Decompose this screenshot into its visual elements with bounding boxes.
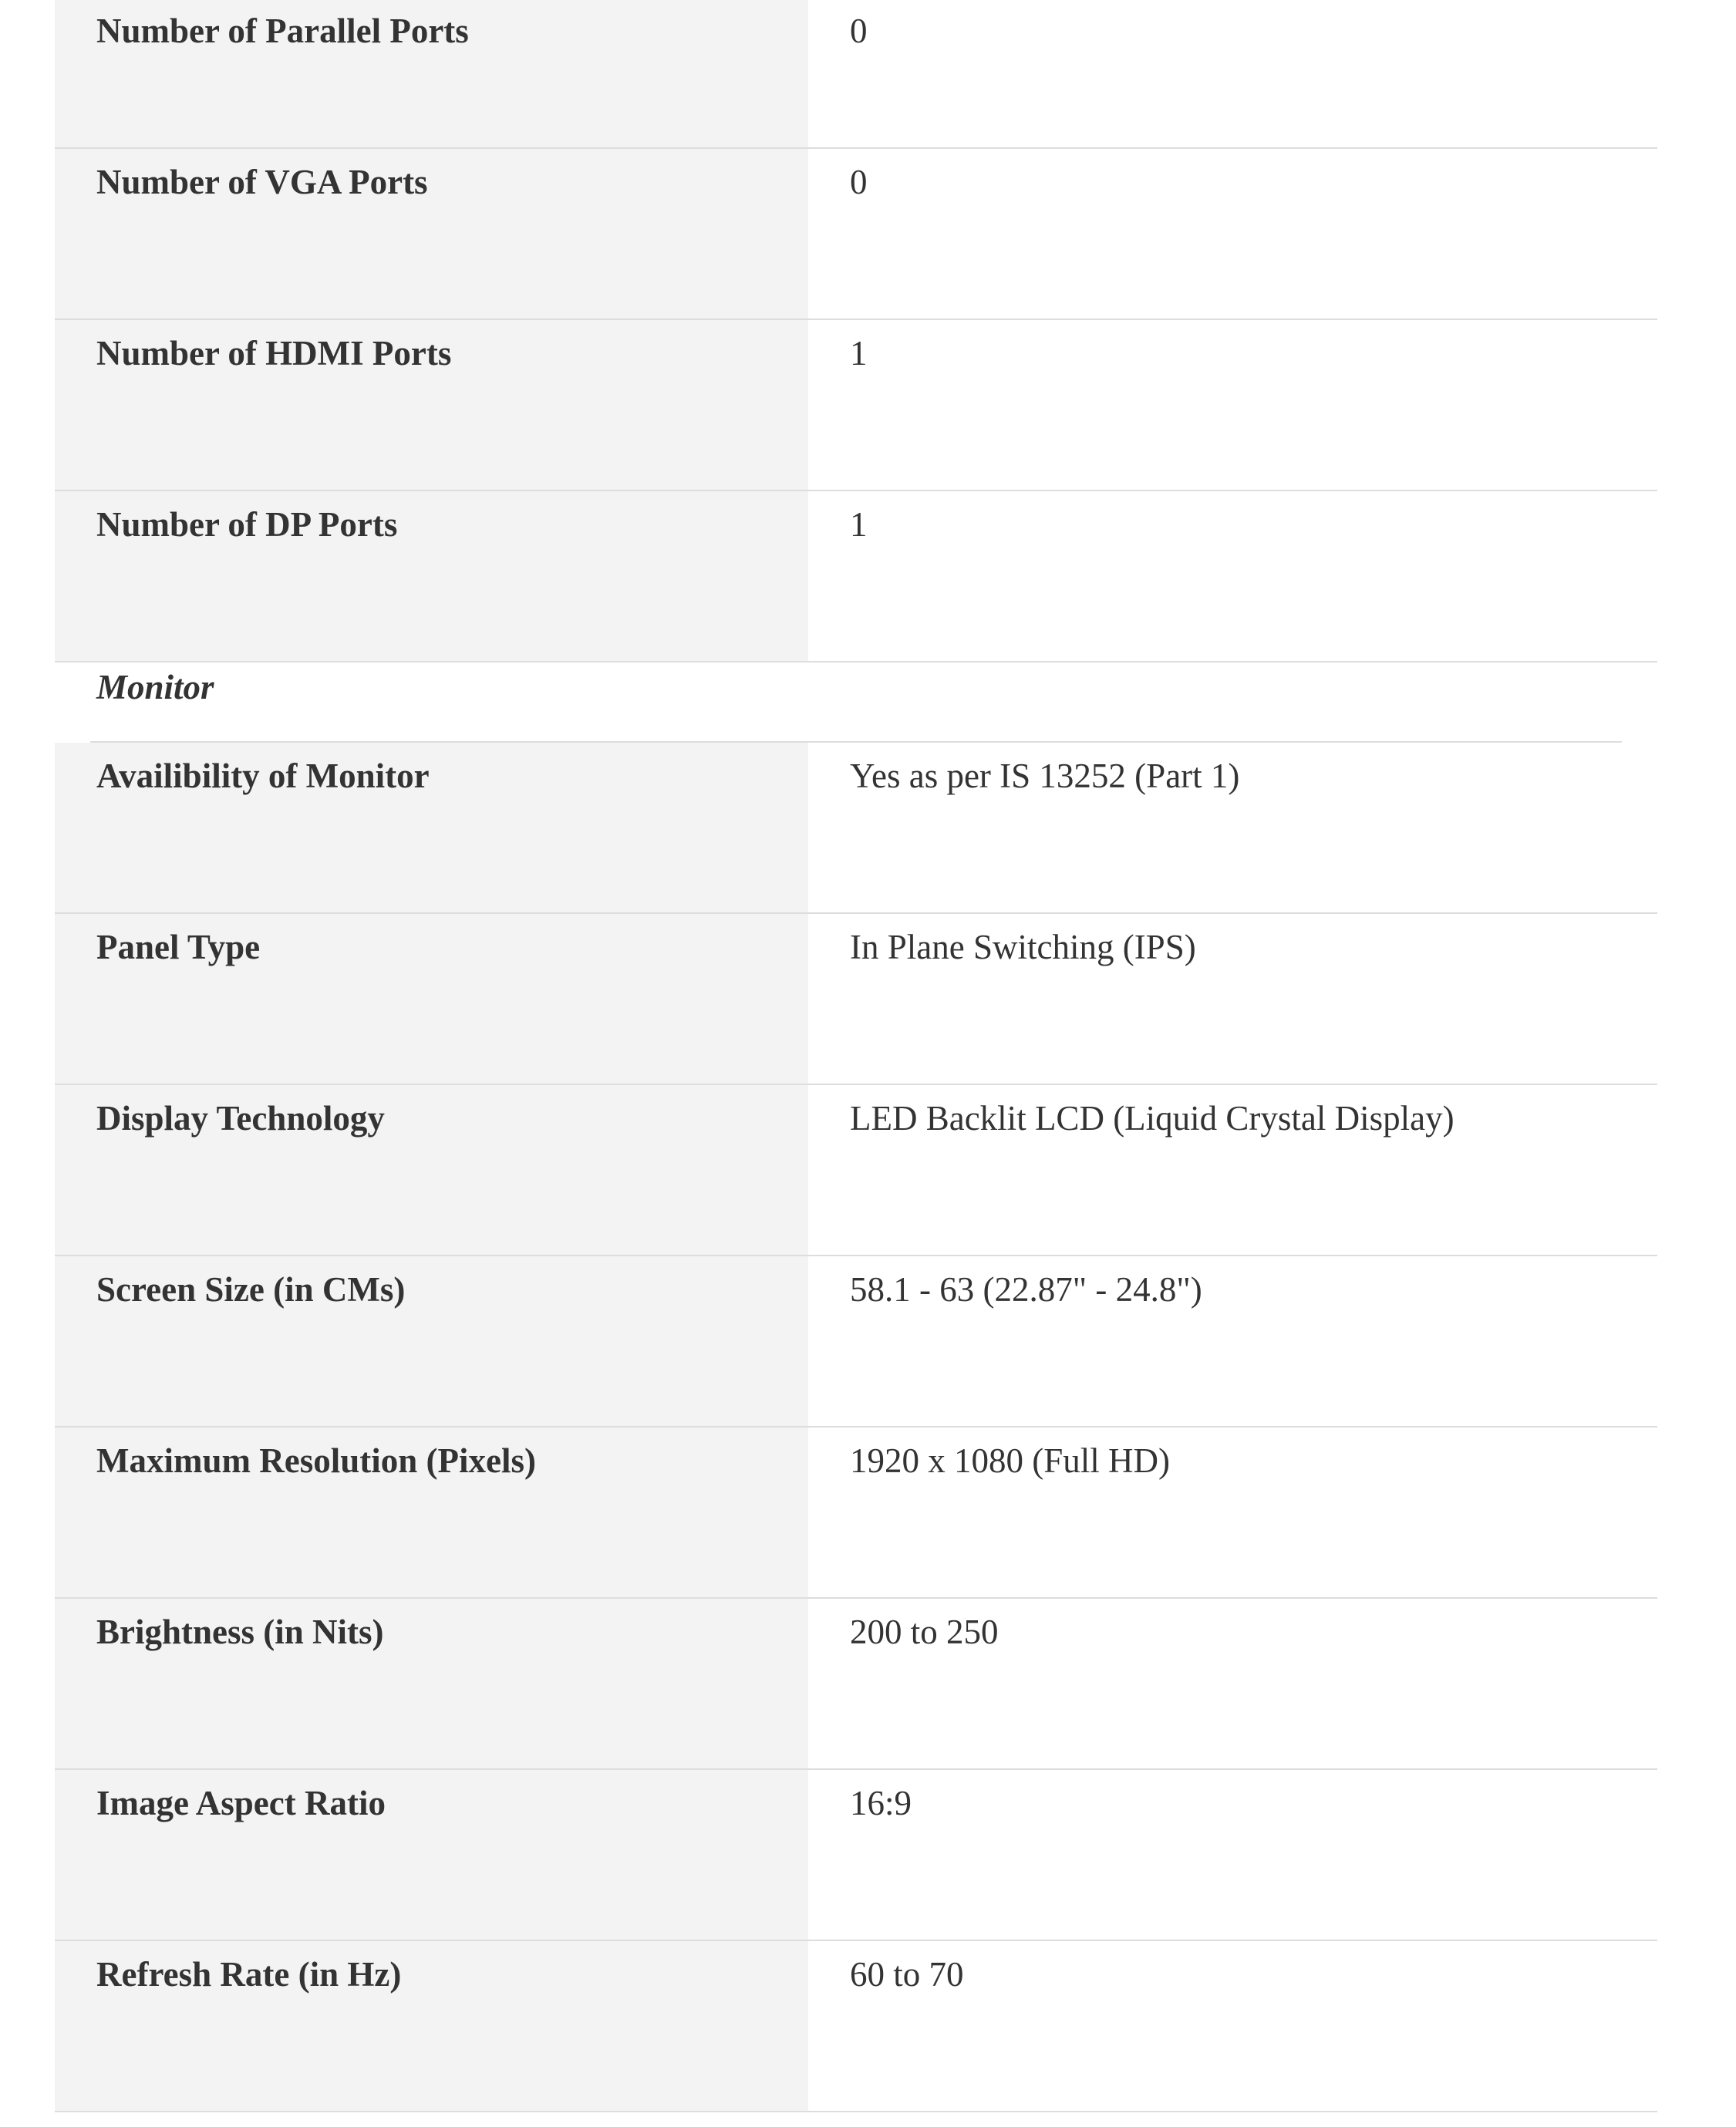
spec-row-aspect-ratio (55, 1770, 1657, 1941)
spec-value: 1 (808, 491, 1657, 661)
spec-row-hdmi-ports (55, 320, 1657, 491)
spec-value: Yes as per IS 13252 (Part 1) (808, 743, 1657, 912)
spec-row-refresh-rate (55, 1941, 1657, 2112)
spec-value: 200 to 250 (808, 1599, 1657, 1768)
spec-label: Number of Parallel Ports (55, 0, 808, 147)
spec-row-vga-ports (55, 149, 1657, 320)
section-title: Monitor (96, 668, 214, 706)
section-header-monitor (55, 662, 1657, 743)
spec-value: In Plane Switching (IPS) (808, 914, 1657, 1084)
spec-row-monitor-availability (55, 743, 1657, 914)
spec-label: Image Aspect Ratio (55, 1770, 808, 1940)
spec-row-parallel-ports (55, 0, 1657, 149)
spec-label: Screen Size (in CMs) (55, 1256, 808, 1426)
specifications-table (55, 0, 1657, 2112)
spec-label: Number of HDMI Ports (55, 320, 808, 490)
spec-value: LED Backlit LCD (Liquid Crystal Display) (808, 1085, 1657, 1255)
spec-value: 58.1 - 63 (22.87" - 24.8") (808, 1256, 1657, 1426)
spec-row-brightness (55, 1599, 1657, 1770)
spec-row-panel-type (55, 914, 1657, 1085)
spec-label: Maximum Resolution (Pixels) (55, 1428, 808, 1597)
spec-value: 0 (808, 149, 1657, 319)
section-divider (90, 741, 1622, 743)
spec-label: Number of DP Ports (55, 491, 808, 661)
spec-value: 16:9 (808, 1770, 1657, 1940)
spec-value: 60 to 70 (808, 1941, 1657, 2111)
spec-row-display-technology (55, 1085, 1657, 1256)
spec-row-screen-size (55, 1256, 1657, 1428)
spec-value: 0 (808, 0, 1657, 147)
spec-label: Panel Type (55, 914, 808, 1084)
spec-label: Refresh Rate (in Hz) (55, 1941, 808, 2111)
spec-value: 1 (808, 320, 1657, 490)
spec-label: Brightness (in Nits) (55, 1599, 808, 1768)
spec-label: Display Technology (55, 1085, 808, 1255)
spec-row-dp-ports (55, 491, 1657, 662)
spec-value: 1920 x 1080 (Full HD) (808, 1428, 1657, 1597)
spec-label: Availibility of Monitor (55, 743, 808, 912)
spec-label: Number of VGA Ports (55, 149, 808, 319)
spec-row-max-resolution (55, 1428, 1657, 1599)
